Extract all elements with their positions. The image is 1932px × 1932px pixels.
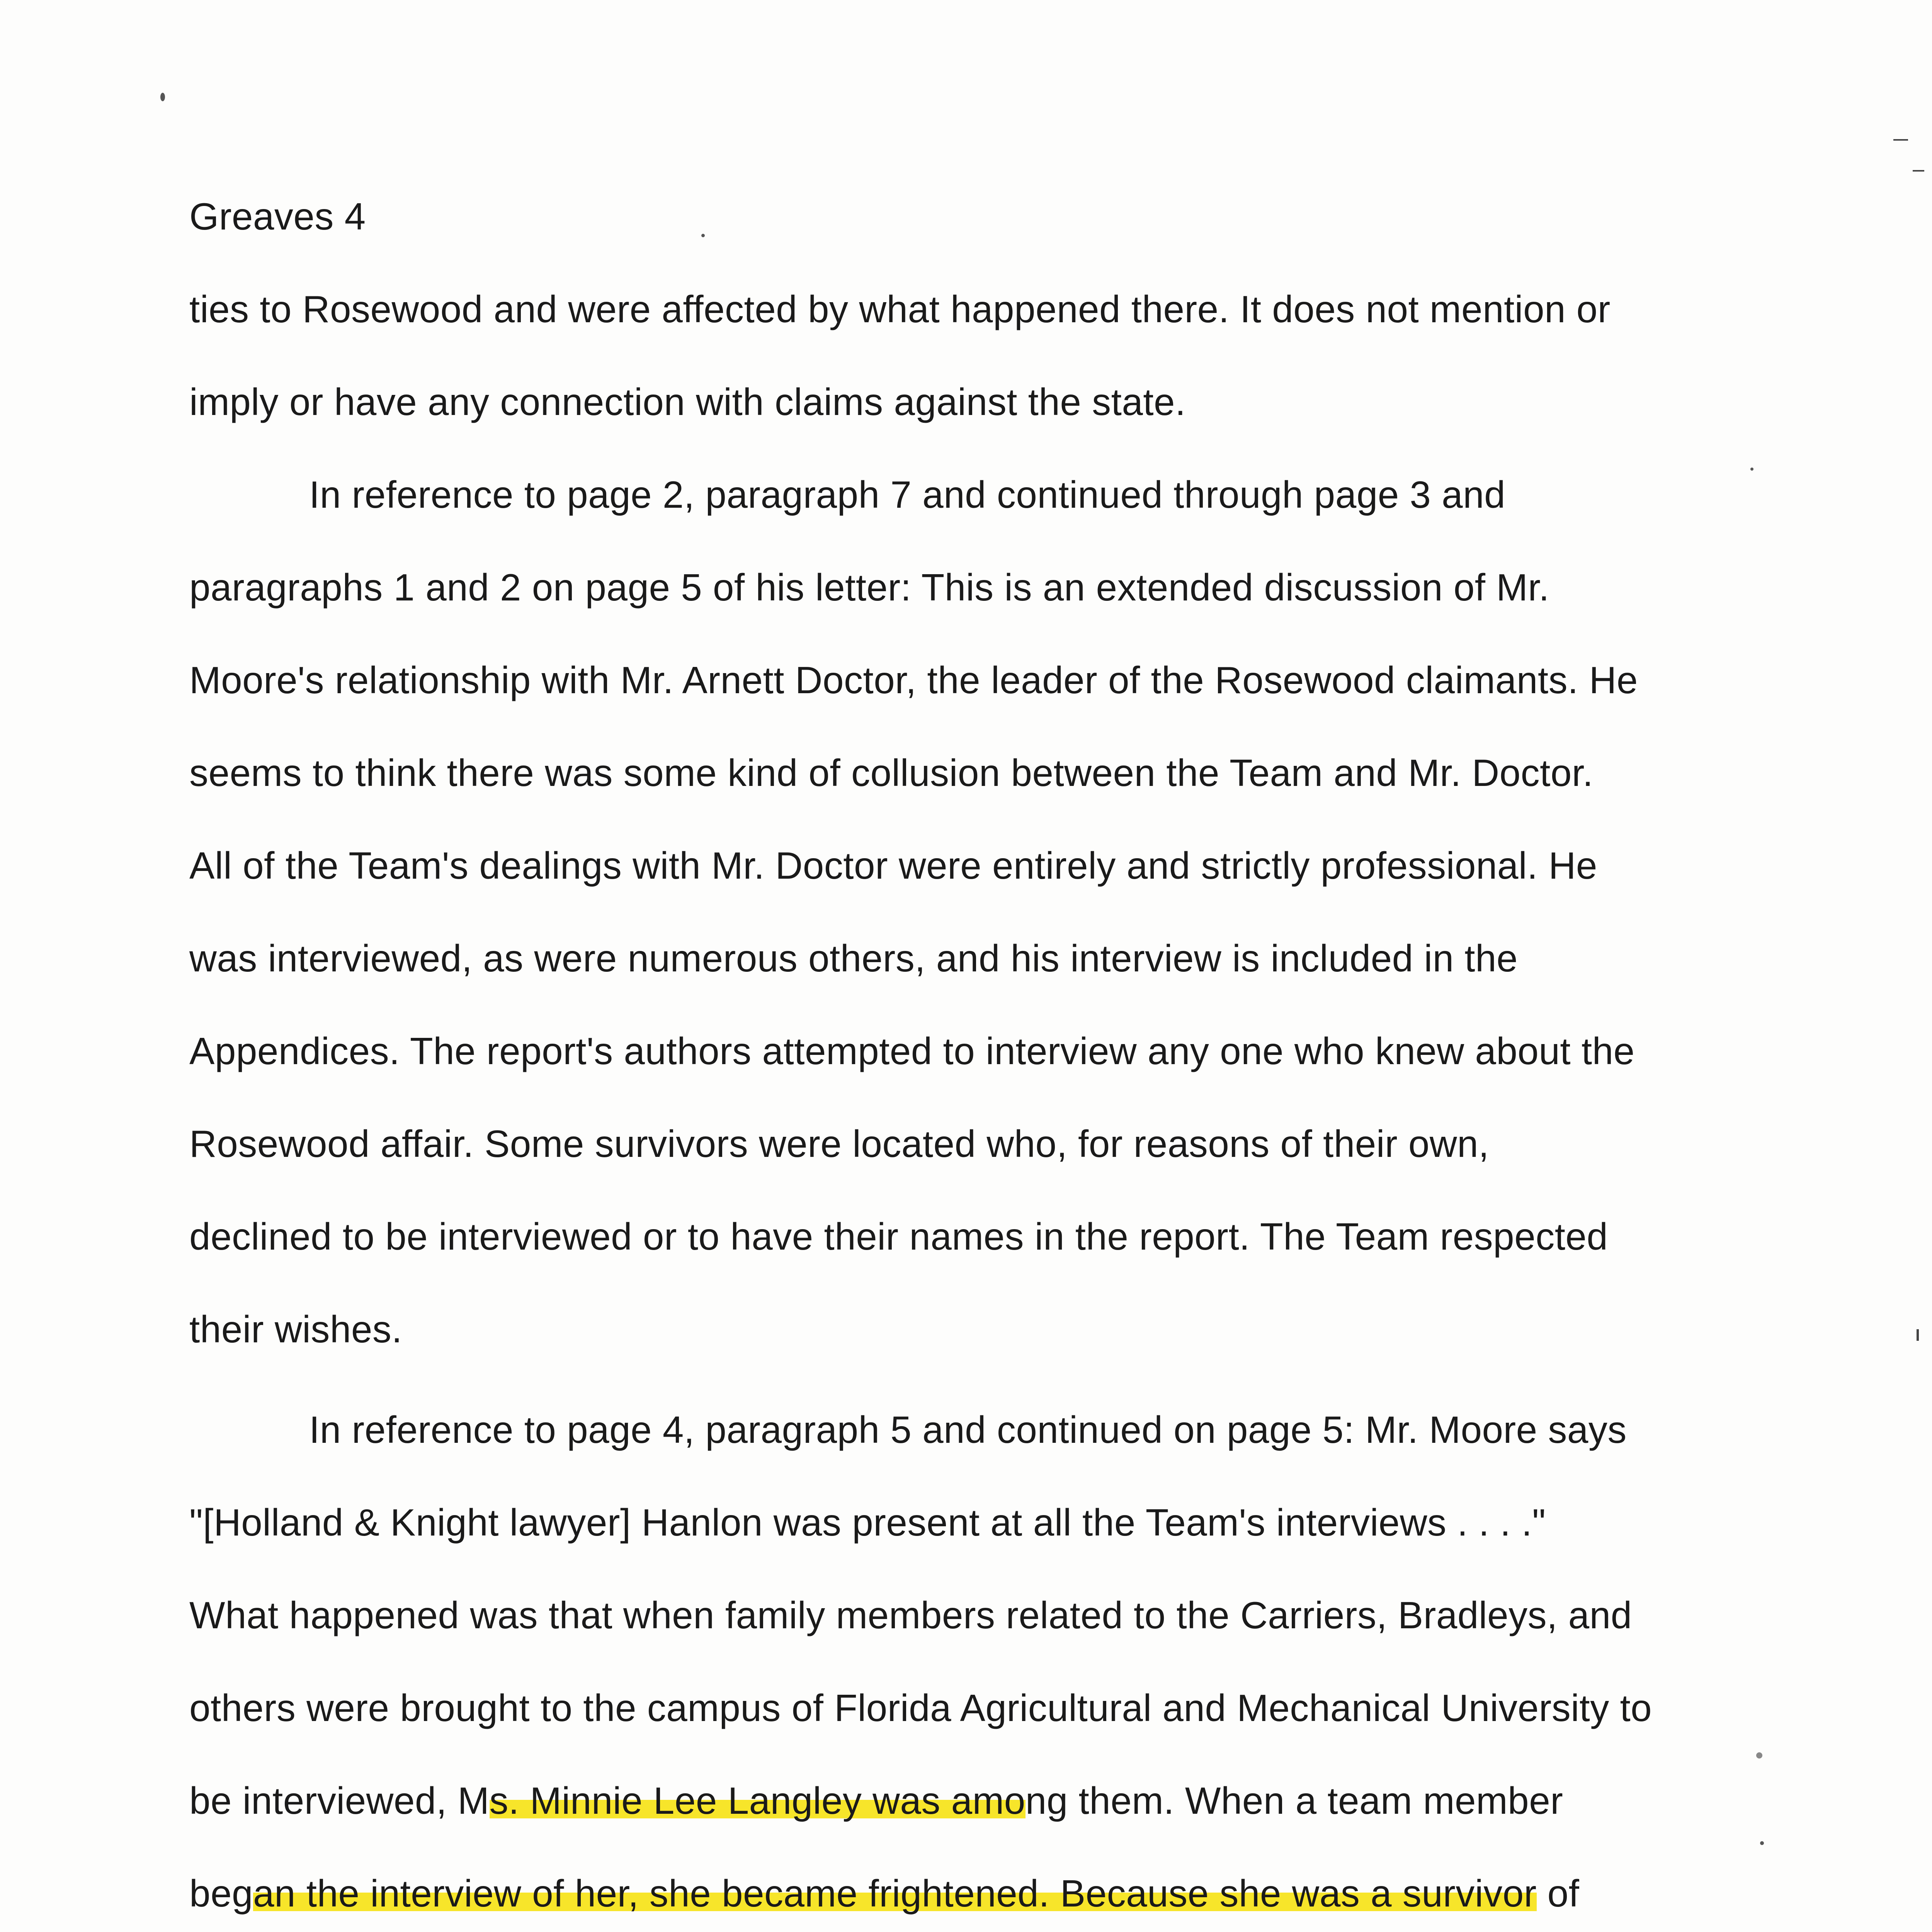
text-segment: beg: [189, 1872, 253, 1915]
scan-edge-mark: [1917, 1329, 1919, 1341]
text-line: [189, 1777, 1563, 1824]
scan-speck: [701, 234, 705, 237]
text-line: [189, 379, 1186, 425]
text-segment: In reference to page 4, paragraph 5 and continued on page 5: Mr. Moore says: [309, 1408, 1627, 1451]
scan-speck: [160, 93, 165, 101]
scan-edge-mark: [1913, 170, 1924, 172]
text-line: [189, 1213, 1608, 1260]
text-line: [189, 1306, 402, 1352]
text-segment: their wishes.: [189, 1308, 403, 1350]
text-line: [189, 564, 1549, 611]
text-segment: be interviewed, M: [189, 1779, 490, 1822]
text-line: [189, 1121, 1489, 1167]
scan-edge-mark: [1893, 139, 1908, 141]
text-line: [189, 750, 1593, 796]
text-line: [309, 1406, 1627, 1453]
text-line: [189, 1499, 1546, 1546]
text-segment: ng them. When a team member: [1025, 1779, 1563, 1822]
text-line: [189, 1028, 1635, 1074]
text-segment: of: [1536, 1872, 1580, 1915]
text-segment: What happened was that when family members related to the Carriers, Bradleys, and: [189, 1594, 1632, 1636]
text-segment: In reference to page 2, paragraph 7 and continued through page 3 and: [309, 473, 1506, 516]
text-segment: declined to be interviewed or to have their names in the report. The Team respected: [189, 1215, 1608, 1258]
text-segment: Rosewood affair. Some survivors were located who, for reasons of their own,: [189, 1122, 1489, 1165]
scan-speck: [1756, 1752, 1762, 1759]
text-segment: Appendices. The report's authors attempted to interview any one who knew about the: [189, 1030, 1635, 1072]
text-segment: All of the Team's dealings with Mr. Doctor were entirely and strictly professional. He: [189, 844, 1597, 887]
text-line: [189, 286, 1611, 332]
scan-speck: [1750, 468, 1753, 471]
text-segment: was interviewed, as were numerous others, and his interview is included in the: [189, 937, 1518, 980]
page-header: Greaves 4: [189, 195, 366, 238]
text-line: [189, 657, 1638, 703]
text-line: [189, 1685, 1652, 1731]
text-line: [189, 1870, 1579, 1917]
text-line: [189, 935, 1518, 981]
text-line: [189, 842, 1597, 889]
highlighted-text: s. Minnie Lee Langley was amo: [489, 1779, 1026, 1822]
text-segment: "[Holland & Knight lawyer] Hanlon was present at all the Team's interviews . . . .": [189, 1501, 1546, 1544]
text-segment: imply or have any connection with claims against the state.: [189, 381, 1186, 423]
text-line: [189, 1592, 1632, 1638]
text-line: [309, 471, 1505, 518]
text-segment: seems to think there was some kind of collusion between the Team and Mr. Doctor.: [189, 752, 1594, 794]
scan-speck: [1760, 1841, 1764, 1845]
text-segment: ties to Rosewood and were affected by what happened there. It does not mention or: [189, 288, 1611, 330]
text-segment: Moore's relationship with Mr. Arnett Doctor, the leader of the Rosewood claimants. He: [189, 659, 1638, 701]
highlighted-text: an the interview of her, she became frightened. Because she was a survivor: [253, 1872, 1537, 1915]
text-segment: paragraphs 1 and 2 on page 5 of his letter: This is an extended discussion of Mr.: [189, 566, 1549, 609]
text-segment: others were brought to the campus of Florida Agricultural and Mechanical University to: [189, 1687, 1652, 1729]
